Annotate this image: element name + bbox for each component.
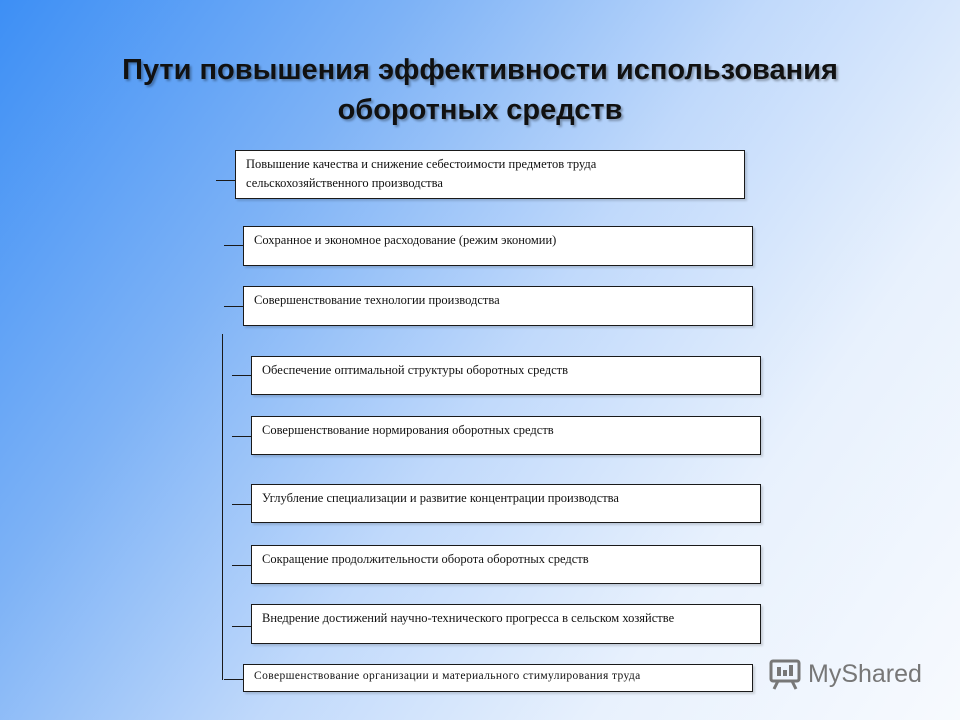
item-1-line-1: Повышение качества и снижение себестоимости предметов труда [246, 157, 597, 171]
watermark-text: MyShared [808, 659, 922, 688]
item-4-text: Обеспечение оптимальной структуры оборотных средств [262, 363, 569, 377]
connector-1 [216, 180, 236, 181]
item-box-5 [251, 416, 761, 455]
connector-6 [232, 504, 252, 505]
item-box-9 [243, 664, 753, 692]
connector-7 [232, 565, 252, 566]
item-box-7 [251, 545, 761, 584]
page-title [0, 50, 960, 130]
item-box-4 [251, 356, 761, 395]
item-5-text: Совершенствование нормирования оборотных средств [262, 423, 554, 437]
item-9-text: Совершенствование организации и материального стимулирования труда [254, 670, 641, 682]
item-box-8 [251, 604, 761, 644]
trunk-line [222, 334, 223, 680]
connector-2 [224, 245, 244, 246]
item-2-text: Сохранное и экономное расходование (режим экономии) [254, 233, 557, 247]
presentation-board-icon [768, 657, 802, 691]
item-6-text: Углубление специализации и развитие концентрации производства [262, 491, 619, 505]
item-3-text: Совершенствование технологии производства [254, 293, 500, 307]
title-line-2: оборотных средств [337, 94, 623, 126]
item-box-2 [243, 226, 753, 266]
myshared-watermark [768, 656, 922, 692]
connector-4 [232, 375, 252, 376]
item-box-1 [235, 150, 745, 199]
item-box-6 [251, 484, 761, 523]
title-line-1: Пути повышения эффективности использования [122, 54, 838, 86]
item-8-text: Внедрение достижений научно-технического прогресса в сельском хозяйстве [262, 611, 675, 625]
connector-8 [232, 626, 252, 627]
item-box-3 [243, 286, 753, 326]
item-1-line-2: сельскохозяйственного производства [246, 176, 443, 190]
item-7-text: Сокращение продолжительности оборота оборотных средств [262, 552, 589, 566]
connector-9 [224, 679, 244, 680]
connector-3 [224, 306, 244, 307]
connector-5 [232, 436, 252, 437]
